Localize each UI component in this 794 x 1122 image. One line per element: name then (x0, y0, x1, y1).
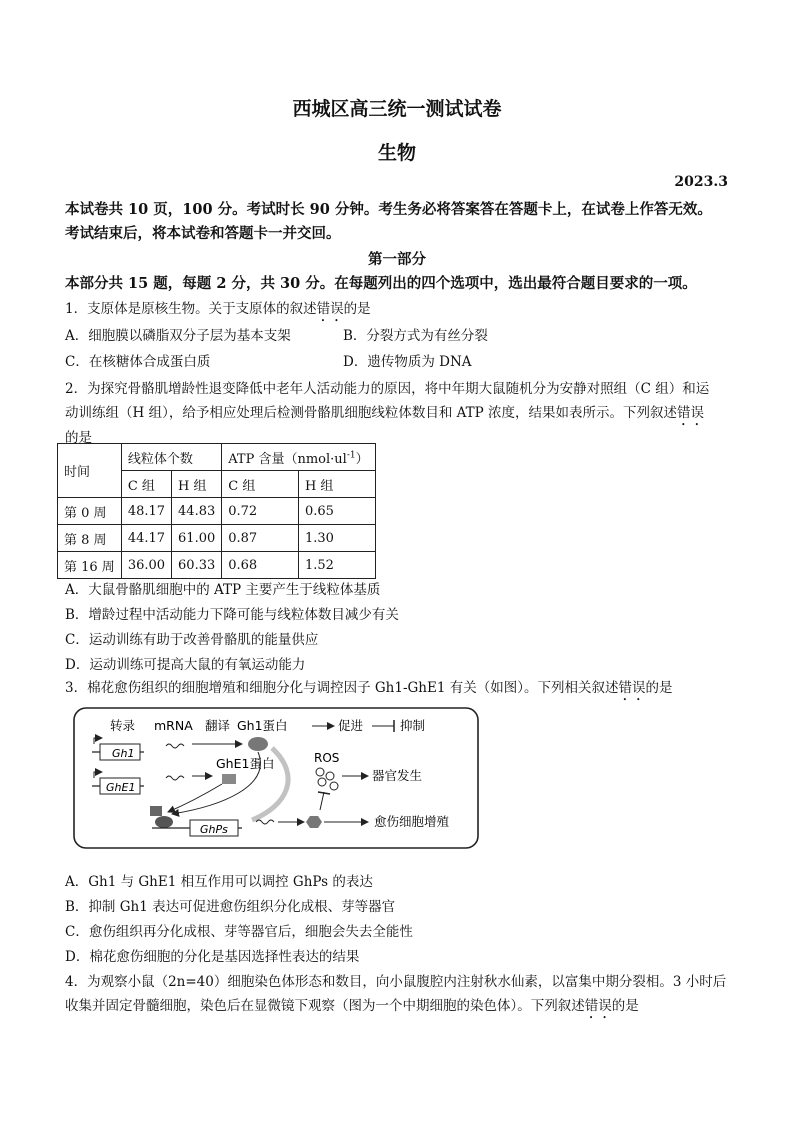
table-header-atp (222, 444, 375, 471)
atp-header-end: ） (355, 451, 369, 467)
instructions-line1: 本试卷共 10 页，100 分。考试时长 90 分钟。考生务必将答案答在答题卡上，在试卷上作答无效。 (65, 201, 712, 218)
ros-molecule-icon (316, 768, 324, 776)
exam-date: 2023.3 (674, 174, 728, 190)
table-row (58, 498, 376, 525)
table-cell: 1.52 (298, 552, 375, 579)
ros-molecule-icon (326, 772, 334, 780)
q4-stem-end: 的是 (611, 998, 639, 1014)
q1-option-d: D．遗传物质为 DNA (343, 354, 472, 370)
table-cell: 36.00 (121, 552, 171, 579)
table-row (58, 525, 376, 552)
q2-stem-line2 (65, 401, 704, 429)
ros-molecule-icon (330, 782, 338, 790)
q4-stem-line2 (65, 994, 639, 1022)
legend-promote: 促进 (338, 718, 364, 733)
table-cell: 0.65 (298, 498, 375, 525)
table-cell: 0.72 (222, 498, 299, 525)
q1-option-a: A．细胞膜以磷脂双分子层为基本支架 (65, 328, 291, 344)
instructions-line2: 考试结束后，将本试卷和答题卡一并交回。 (65, 225, 341, 242)
mrna-label: mRNA (154, 718, 193, 733)
part-description: 本部分共 15 题，每题 2 分，共 30 分。在每题列出的四个选项中，选出最符合题目要求的一项。 (65, 275, 697, 292)
table-cell: 44.17 (121, 525, 171, 552)
table-cell: 0.87 (222, 525, 299, 552)
ros-molecule-icon (318, 778, 326, 786)
q2-stem-line1: 2．为探究骨骼肌增龄性退变降低中老年人活动能力的原因，将中年期大鼠随机分为安静对照组（C 组）和运 (65, 381, 710, 397)
q2-data-table (57, 443, 376, 579)
table-header-row (58, 444, 376, 471)
transcription-label: 转录 (110, 718, 136, 733)
table-cell: 44.83 (172, 498, 222, 525)
gene-gh1-label: Gh1 (112, 747, 135, 760)
q2-stem-emphasis: 错误 (677, 405, 704, 421)
table-cell: 61.00 (172, 525, 222, 552)
table-subheader-c: C 组 (121, 471, 171, 498)
table-subheader-h: H 组 (172, 471, 222, 498)
ghe1-protein-label: GhE1蛋白 (216, 756, 275, 771)
gene-ghe1-label: GhE1 (106, 781, 136, 794)
ghe1-protein-icon (222, 774, 236, 784)
table-subheader-h: H 组 (298, 471, 375, 498)
table-cell: 1.30 (298, 525, 375, 552)
atp-header-sup: -1 (346, 450, 356, 461)
q2-option-d: D．运动训练可提高大鼠的有氧运动能力 (65, 657, 306, 673)
ros-label: ROS (314, 751, 340, 765)
q1-stem-emphasis: 错误 (316, 301, 344, 317)
q2-stem-line3: 的是 (65, 430, 92, 446)
table-cell: 第 0 周 (58, 498, 122, 525)
q1-option-b: B．分裂方式为有丝分裂 (343, 328, 488, 344)
translation-label: 翻译 (205, 718, 231, 733)
table-cell: 0.68 (222, 552, 299, 579)
table-cell: 60.33 (172, 552, 222, 579)
q1-stem (65, 297, 371, 325)
table-subheader-c: C 组 (222, 471, 299, 498)
q2-option-b: B．增龄过程中活动能力下降可能与线粒体数目减少有关 (65, 607, 399, 623)
subject-title: 生物 (377, 142, 416, 164)
q3-option-a: A．Gh1 与 GhE1 相互作用可以调控 GhPs 的表达 (65, 874, 373, 890)
q3-stem-emphasis: 错误 (618, 680, 646, 696)
q3-option-c: C．愈伤组织再分化成根、芽等器官后，细胞会失去全能性 (65, 924, 413, 940)
part-title: 第一部分 (368, 251, 426, 268)
q3-option-d: D．棉花愈伤细胞的分化是基因选择性表达的结果 (65, 949, 360, 965)
q2-option-a: A．大鼠骨骼肌细胞中的 ATP 主要产生于线粒体基质 (65, 582, 381, 598)
q4-stem-line2-text: 收集并固定骨髓细胞，染色后在显微镜下观察（图为一个中期细胞的染色体）。下列叙述 (65, 998, 585, 1014)
table-cell: 第 16 周 (58, 552, 122, 579)
q3-stem-end: 的是 (645, 680, 673, 696)
callus-proliferation-label: 愈伤细胞增殖 (374, 814, 450, 829)
q1-option-c: C．在核糖体合成蛋白质 (65, 354, 211, 370)
gene-ghps-label: GhPs (200, 823, 228, 836)
complex-gh1-icon (155, 816, 173, 828)
q4-stem-line1: 4．为观察小鼠（2n=40）细胞染色体形态和数目，向小鼠腹腔内注射秋水仙素，以富集中期分裂相。3 小时后 (65, 974, 727, 990)
q2-stem-line2-text: 动训练组（H 组），给予相应处理后检测骨骼肌细胞线粒体数目和 ATP 浓度，结果如表所示。下列叙述 (65, 405, 677, 421)
table-header-mitochondria: 线粒体个数 (121, 444, 221, 471)
table-cell: 48.17 (121, 498, 171, 525)
table-row (58, 552, 376, 579)
legend-inhibit: 抑制 (400, 718, 426, 733)
q2-option-c: C．运动训练有助于改善骨骼肌的能量供应 (65, 632, 319, 648)
table-cell: 第 8 周 (58, 525, 122, 552)
diagram-svg (72, 706, 482, 852)
atp-header-text: ATP 含量（nmol·ul (228, 451, 347, 467)
q3-stem (65, 676, 672, 704)
gh1-protein-label: Gh1蛋白 (237, 718, 288, 733)
gh1-protein-icon (248, 737, 268, 751)
q4-stem-emphasis: 错误 (584, 998, 612, 1014)
q1-stem-end: 的是 (343, 301, 371, 317)
q1-stem-text: 1．支原体是原核生物。关于支原体的叙述 (65, 301, 317, 317)
exam-title: 西城区高三统一测试试卷 (292, 98, 502, 120)
complex-ghe1-icon (150, 806, 162, 816)
organogenesis-label: 器官发生 (372, 768, 423, 783)
q3-option-b: B．抑制 Gh1 表达可促进愈伤组织分化成根、芽等器官 (65, 899, 396, 915)
q3-stem-text: 3．棉花愈伤组织的细胞增殖和细胞分化与调控因子 Gh1-GhE1 有关（如图）。下列相关叙述 (65, 680, 619, 696)
table-header-time: 时间 (58, 444, 122, 498)
gene-regulation-diagram (72, 706, 482, 852)
